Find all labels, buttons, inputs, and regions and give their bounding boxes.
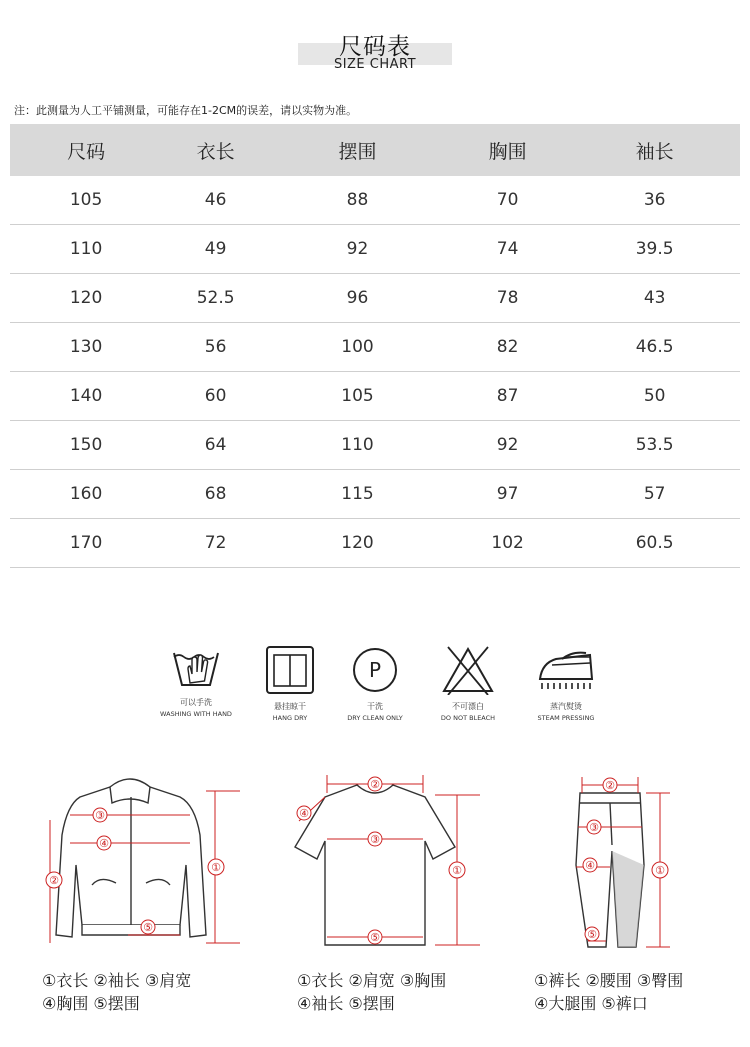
table-cell: 53.5 xyxy=(569,421,740,470)
hang-dry-icon xyxy=(262,645,318,695)
col-header-size: 尺码 xyxy=(10,124,162,176)
table-cell: 46.5 xyxy=(569,323,740,372)
col-header-length: 衣长 xyxy=(162,124,269,176)
page-title: 尺码表 xyxy=(339,34,411,60)
care-label-zh: 不可漂白 xyxy=(452,702,484,711)
table-cell: 70 xyxy=(446,176,569,225)
table-cell: 88 xyxy=(269,176,446,225)
pants-mark-2: ② xyxy=(605,779,615,792)
tshirt-legend xyxy=(297,969,446,1015)
tshirt-mark-5: ⑤ xyxy=(370,931,380,944)
table-cell: 82 xyxy=(446,323,569,372)
table-cell: 87 xyxy=(446,372,569,421)
care-label-zh: 干洗 xyxy=(367,702,383,711)
dry-clean-symbol: P xyxy=(368,658,382,682)
table-cell: 60.5 xyxy=(569,519,740,568)
table-row xyxy=(10,274,740,323)
table-cell: 140 xyxy=(10,372,162,421)
jacket-mark-2: ② xyxy=(49,874,59,887)
table-cell: 57 xyxy=(569,470,740,519)
table-cell: 68 xyxy=(162,470,269,519)
table-cell: 46 xyxy=(162,176,269,225)
care-label-zh: 可以手洗 xyxy=(180,698,212,707)
care-label-en: HANG DRY xyxy=(272,714,308,722)
care-hand-wash xyxy=(146,645,246,718)
table-cell: 56 xyxy=(162,323,269,372)
table-cell: 110 xyxy=(10,225,162,274)
care-dry-clean xyxy=(325,645,425,722)
care-label-en: DRY CLEAN ONLY xyxy=(347,714,403,722)
table-cell: 36 xyxy=(569,176,740,225)
table-cell: 52.5 xyxy=(162,274,269,323)
table-cell: 105 xyxy=(269,372,446,421)
care-label-zh: 蒸汽熨烫 xyxy=(550,702,582,711)
table-cell: 96 xyxy=(269,274,446,323)
table-cell: 50 xyxy=(569,372,740,421)
table-cell: 170 xyxy=(10,519,162,568)
legend-line: ④胸围 ⑤摆围 xyxy=(42,994,140,1013)
col-header-chest: 胸围 xyxy=(446,124,569,176)
table-row xyxy=(10,372,740,421)
table-cell: 64 xyxy=(162,421,269,470)
table-cell: 102 xyxy=(446,519,569,568)
table-cell: 49 xyxy=(162,225,269,274)
table-cell: 92 xyxy=(446,421,569,470)
jacket-mark-4: ④ xyxy=(99,837,109,850)
legend-line: ④大腿围 ⑤裤口 xyxy=(534,994,648,1013)
tshirt-mark-1: ① xyxy=(452,864,462,877)
col-header-hem: 摆围 xyxy=(269,124,446,176)
care-label-zh: 悬挂晾干 xyxy=(274,702,306,711)
pants-diagram xyxy=(560,775,680,965)
care-steam-iron xyxy=(516,645,616,722)
care-no-bleach xyxy=(418,645,518,722)
tshirt-mark-3: ③ xyxy=(370,833,380,846)
table-row xyxy=(10,176,740,225)
care-label-en: STEAM PRESSING xyxy=(537,714,595,722)
pants-mark-4: ④ xyxy=(585,859,595,872)
table-cell: 97 xyxy=(446,470,569,519)
table-cell: 74 xyxy=(446,225,569,274)
care-label-en: WASHING WITH HAND xyxy=(160,710,232,718)
table-cell: 100 xyxy=(269,323,446,372)
page-subtitle: SIZE CHART xyxy=(333,57,417,72)
jacket-mark-3: ③ xyxy=(95,809,105,822)
table-row xyxy=(10,323,740,372)
size-table xyxy=(10,124,740,568)
table-body xyxy=(10,176,740,568)
col-header-sleeve: 袖长 xyxy=(569,124,740,176)
no-bleach-icon xyxy=(440,645,496,695)
iron-icon xyxy=(534,645,598,695)
pants-mark-3: ③ xyxy=(589,821,599,834)
table-cell: 92 xyxy=(269,225,446,274)
legend-line: ①裤长 ②腰围 ③臀围 xyxy=(534,971,684,990)
table-cell: 72 xyxy=(162,519,269,568)
table-cell: 105 xyxy=(10,176,162,225)
table-cell: 150 xyxy=(10,421,162,470)
jacket-diagram xyxy=(30,775,250,965)
tshirt-diagram xyxy=(285,775,485,965)
table-cell: 130 xyxy=(10,323,162,372)
table-row xyxy=(10,470,740,519)
legend-line: ①衣长 ②袖长 ③肩宽 xyxy=(42,971,192,990)
table-cell: 160 xyxy=(10,470,162,519)
jacket-mark-1: ① xyxy=(211,861,221,874)
pants-mark-1: ① xyxy=(655,864,665,877)
table-cell: 43 xyxy=(569,274,740,323)
legend-line: ④袖长 ⑤摆围 xyxy=(297,994,395,1013)
dry-clean-icon xyxy=(347,645,403,695)
table-cell: 120 xyxy=(269,519,446,568)
table-cell: 78 xyxy=(446,274,569,323)
table-cell: 39.5 xyxy=(569,225,740,274)
pants-mark-5: ⑤ xyxy=(587,928,597,941)
tshirt-mark-2: ② xyxy=(370,778,380,791)
jacket-legend xyxy=(42,969,191,1015)
table-cell: 60 xyxy=(162,372,269,421)
measurement-note: 注：此测量为人工平铺测量，可能存在1-2CM的误差，请以实物为准。 xyxy=(14,104,358,117)
legend-line: ①衣长 ②肩宽 ③胸围 xyxy=(297,971,447,990)
tshirt-mark-4: ④ xyxy=(299,807,309,820)
table-row xyxy=(10,225,740,274)
hand-wash-icon xyxy=(168,645,224,691)
table-row xyxy=(10,519,740,568)
table-header-row xyxy=(10,124,740,176)
table-row xyxy=(10,421,740,470)
table-cell: 115 xyxy=(269,470,446,519)
jacket-mark-5: ⑤ xyxy=(143,921,153,934)
pants-legend xyxy=(534,969,683,1015)
table-cell: 110 xyxy=(269,421,446,470)
table-cell: 120 xyxy=(10,274,162,323)
care-label-en: DO NOT BLEACH xyxy=(440,714,496,722)
